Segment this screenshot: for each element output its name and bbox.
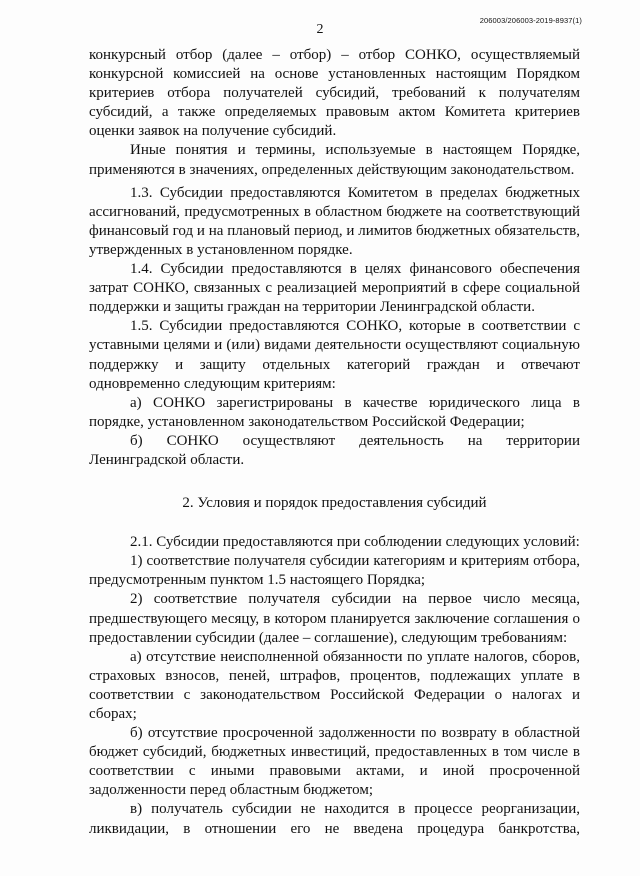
requirement-b: б) отсутствие просроченной задолженности по возврату в областной бюджет субсидий, бюджетных инвестиций, предоставленных в том числе в соответствии с иными правовыми актами, и иной просроченной задолженности перед областным бюджетом; (89, 725, 580, 799)
paragraph-1-4: 1.4. Субсидии предоставляются в целях финансового обеспечения затрат СОНКО, связанных с реализацией мероприятий в сфере социальной поддержки и защиты граждан на территории Ленинградской области. (89, 261, 580, 316)
requirement-c: в) получатель субсидии не находится в процессе реорганизации, ликвидации, в отношении его не введена процедура банкротства, (89, 801, 580, 837)
document-body (89, 46, 580, 839)
document-id: 206003/206003-2019-8937(1) (479, 16, 582, 25)
page-number: 2 (316, 22, 324, 37)
criterion-a: а) СОНКО зарегистрированы в качестве юридического лица в порядке, установленном законодательством Российской Федерации; (89, 394, 580, 430)
section-heading: 2. Условия и порядок предоставления субсидий (182, 495, 487, 512)
requirement-a: а) отсутствие неисполненной обязанности по уплате налогов, сборов, страховых взносов, пеней, штрафов, процентов, подлежащих уплате в соответствии с законодательством Российской Федерации о налогах и сборах; (89, 648, 580, 722)
paragraph-2-1: 2.1. Субсидии предоставляются при соблюдении следующих условий: (130, 534, 580, 551)
paragraph: Иные понятия и термины, используемые в настоящем Порядке, применяются в значениях, определенных действующим законодательством. (89, 142, 580, 178)
paragraph-1-3: 1.3. Субсидии предоставляются Комитетом в пределах бюджетных ассигнований, предусмотренных в областном бюджете на соответствующий финансовый год и на плановый период, и лимитов бюджетных обязательств, утвержденных в установленном порядке. (89, 184, 580, 258)
criterion-b: б) СОНКО осуществляют деятельность на территории Ленинградской области. (89, 432, 580, 468)
paragraph: конкурсный отбор (далее – отбор) – отбор СОНКО, осуществляемый конкурсной комиссией на основе установленных настоящим Порядком критериев отбора получателей субсидий, требований к получателям субсидий, а также определяемых правовым актом Комитета критериев оценки заявок на получение субсидий. (89, 47, 580, 140)
condition-2: 2) соответствие получателя субсидии на первое число месяца, предшествующего месяцу, в котором планируется заключение соглашения о предоставлении субсидии (далее – соглашение), следующим требованиям: (89, 591, 580, 646)
condition-1: 1) соответствие получателя субсидии категориям и критериям отбора, предусмотренным пунктом 1.5 настоящего Порядка; (89, 553, 580, 589)
paragraph-1-5: 1.5. Субсидии предоставляются СОНКО, которые в соответствии с уставными целями и (или) видами деятельности осуществляют социальную поддержку и защиту отдельных категорий граждан и отвечают одновременно следующим критериям: (89, 318, 580, 392)
